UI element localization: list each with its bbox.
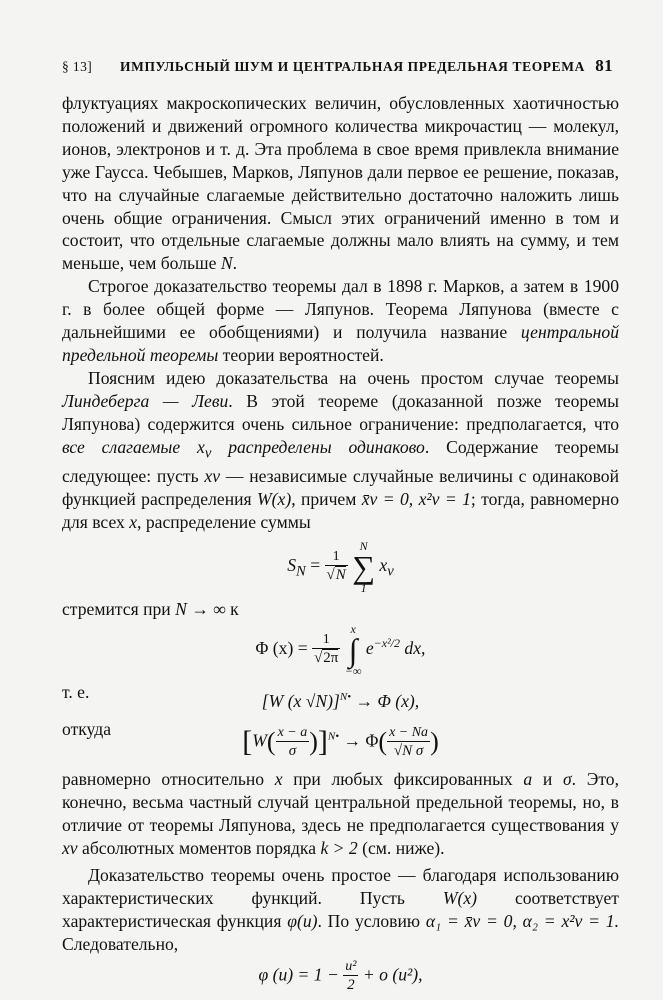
paragraph-3: Поясним идею доказательства на очень простом случае теоремы Линдеберга — Леви. В этой теореме (доказанной позже теоремы Ляпунова) содержится очень сильное ограничение: предполагается, что все слагаемые $x_\nu$ распределены одинаково. Содержание теоремы следующее: пусть xν — независимые случайные величины с одинаковой функцией распределения W(x), причем x̄ν = 0, x²ν = 1; тогда, равномерно для всех x, распределение суммы bbox=[62, 367, 619, 532]
integral-symbol: ∫ bbox=[348, 631, 358, 668]
sum-symbol: ∑ bbox=[352, 548, 376, 585]
equation-limit-1: [W (x √N)]$^{N•}$ → Φ (x), bbox=[261, 690, 420, 711]
paragraph-2: Строгое доказательство теоремы дал в 1898 г. Марков, а затем в 1900 г. в более общей форме — Ляпунов. Теорема Ляпунова (вместе с дальнейшими ее обобщениями) и получила название центральной предельной теоремы теории вероятностей. bbox=[62, 276, 619, 365]
text-ie: т. е. bbox=[62, 681, 90, 702]
text-tends: стремится при N → ∞ к bbox=[62, 598, 239, 619]
text-whence: откуда bbox=[62, 719, 112, 740]
paragraph-1: флуктуациях макроскопических величин, обусловленных хаотичностью положений и движений огромного количества микрочастиц — молекул, ионов, электронов и т. д. Эта проблема в свое время привлекла внимание уже Гаусса. Чебышев, Марков, Ляпунов дали первое ее решение, показав, что на случайные слагаемые действительно достаточно наложить лишь очень общие ограничения. Смысл этих ограничений именно в том и состоит, что отдельные слагаемые должны мало влиять на сумму, и тем меньше, чем больше N. bbox=[62, 93, 619, 274]
equation-phi: Φ (x) = $\frac{1}{√2\pi}$ x ∫ −∞ $e^{-x^2/2}$ dx, bbox=[255, 621, 426, 678]
paragraph-4: равномерно относительно x при любых фиксированных a и σ. Это, конечно, весьма частный случай центральной предельной теоремы, но, в отличие от теоремы Ляпунова, здесь не предполагается существования у xν абсолютных моментов порядка k > 2 (см. ниже). bbox=[62, 769, 619, 858]
running-title: ИМПУЛЬСНЫЙ ШУМ И ЦЕНТРАЛЬНАЯ ПРЕДЕЛЬНАЯ ТЕОРЕМА bbox=[120, 59, 585, 74]
page-number: 81 bbox=[595, 56, 613, 75]
paragraph-5: Доказательство теоремы очень простое — благодаря использованию характеристических функций. Пусть W(x) соответствует характеристическая функция φ(u). По условию α₁ = x̄ν = 0, α₂ = x²ν = 1. Следовательно, bbox=[62, 864, 619, 954]
equation-char: φ (u) = 1 − $\frac{\text{u²}}{2}$ + o (u²), bbox=[258, 959, 423, 994]
equation-sum: $S_N$ = $\frac{1}{√N}$ N ∑ 1 $x_\nu$ bbox=[287, 538, 394, 595]
running-header bbox=[62, 56, 613, 78]
page-body bbox=[62, 92, 619, 994]
equation-limit-2: [W( $\frac{x - a}{\sigma}$ )]$^{N•}$ → Φ( $\frac{x - Na}{\text{√N σ}}$ ) bbox=[242, 725, 439, 760]
section-number: § 13] bbox=[62, 59, 93, 74]
